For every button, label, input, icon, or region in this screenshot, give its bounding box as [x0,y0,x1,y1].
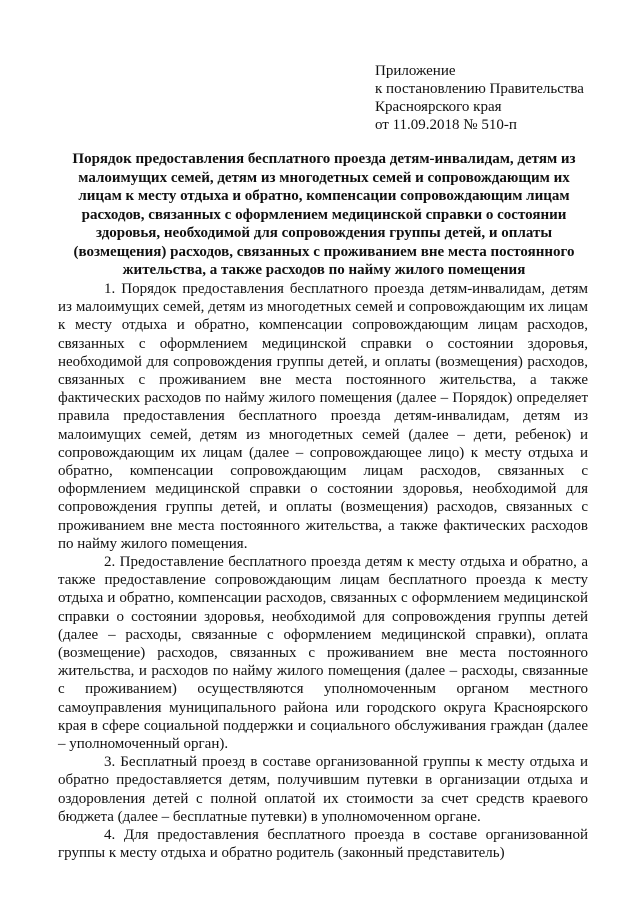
appendix-line-1: Приложение [375,63,456,79]
paragraph-4: 4. Для предоставления бесплатного проезда в составе организованной группы к месту отдыха и обратно родитель (законный представитель) [58,827,588,862]
appendix-line-3: Красноярского края [375,99,502,115]
document-title: Порядок предоставления бесплатного проезда детям-инвалидам, детям из малоимущих семей, детям из многодетных семей и сопровождающим их лицам к месту отдыха и обратно, компенсации сопровождающим лицам расходов, связанных с оформлением медицинской справки о состоянии здоровья, необходимой для сопровождения группы детей, и оплаты (возмещения) расходов, связанных с проживанием вне места постоянного жительства, а также расходов по найму жилого помещения [72,151,576,278]
paragraph-1: 1. Порядок предоставления бесплатного проезда детям-инвалидам, детям из малоимущих семей, детям из многодетных семей и сопровождающим их лицам к месту отдыха и обратно, компенсации сопровождающим лицам расходов, связанных с оформлением медицинской справки о состоянии здоровья, необходимой для сопровождения группы детей, и оплаты (возмещения) расходов, связанных с проживанием вне места постоянного жительства, а также фактических расходов по найму жилого помещения (далее – Порядок) определяет правила предоставления бесплатного проезда детям-инвалидам, детям из малоимущих семей, детям из многодетных семей (далее – дети, ребенок) и сопровождающим их лицам (далее – сопровождающее лицо) к месту отдыха и обратно, компенсации сопровождающим лицам расходов, связанных с оформлением медицинской справки о состоянии здоровья, необходимой для сопровождения группы детей, и оплаты (возмещения) расходов, связанных с проживанием вне места постоянного жительства, а также фактических расходов по найму жилого помещения. [58,281,588,552]
document-body [58,280,588,863]
paragraph-2: 2. Предоставление бесплатного проезда детям к месту отдыха и обратно, а также предоставление сопровождающим лицам бесплатного проезда к месту отдыха и обратно, компенсации расходов, связанных с оформлением медицинской справки о состоянии здоровья, необходимой для сопровождения группы детей (далее – расходы, связанные с оформлением медицинской справки), оплата (возмещение) расходов, связанных с проживанием вне места постоянного жительства, и расходов по найму жилого помещения (далее – расходы, связанные с проживанием) осуществляются уполномоченным органом местного самоуправления муниципального района или городского округа Красноярского края в сфере социальной поддержки и социального обслуживания граждан (далее – уполномоченный орган). [58,554,588,753]
paragraph-3: 3. Бесплатный проезд в составе организованной группы к месту отдыха и обратно предоставляется детям, получившим путевки в организации отдыха и оздоровления детей с полной оплатой их стоимости за счет средств краевого бюджета (далее – бесплатные путевки) в уполномоченном органе. [58,754,588,825]
appendix-line-2: к постановлению Правительства [375,81,584,97]
appendix-block [375,62,625,134]
appendix-line-4: от 11.09.2018 № 510-п [375,117,517,133]
